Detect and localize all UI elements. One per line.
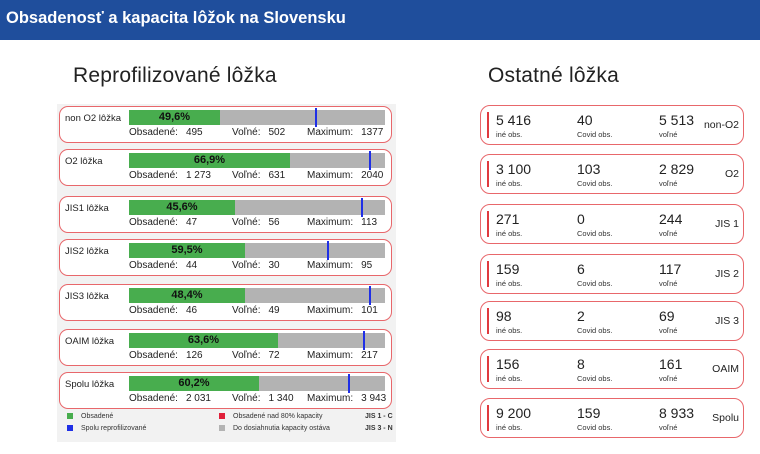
occupied-label: Obsadené: xyxy=(129,127,178,138)
reprofiled-row xyxy=(59,196,392,233)
reprofiled-row xyxy=(59,372,392,409)
row-label: Spolu lôžka xyxy=(65,379,115,390)
row-label: JIS2 lôžka xyxy=(65,246,109,257)
row-accent xyxy=(487,161,489,187)
other-occupied-value: 156 xyxy=(496,356,520,372)
capacity-marker xyxy=(363,331,365,350)
other-occupied-label: iné obs. xyxy=(496,279,523,288)
other-occupied-label: iné obs. xyxy=(496,229,523,238)
legend xyxy=(57,410,396,442)
free-value: 56 xyxy=(268,217,280,228)
reprofiled-row xyxy=(59,329,392,366)
legend-label-remaining: Do dosiahnutia kapacity ostáva xyxy=(233,425,330,432)
occupancy-percent: 49,6% xyxy=(158,111,191,123)
reprofiled-row xyxy=(59,239,392,276)
legend-item-remaining xyxy=(219,425,330,432)
page-title: Obsadenosť a kapacita lôžok na Slovensku xyxy=(6,9,346,27)
row-category: O2 xyxy=(724,168,739,180)
legend-swatch-over80 xyxy=(219,413,225,419)
occupancy-percent: 45,6% xyxy=(166,201,198,213)
row-accent xyxy=(487,112,489,138)
free-stat xyxy=(232,217,280,228)
reprofiled-beds-title: Reprofilizované lôžka xyxy=(73,64,277,87)
reprofiled-beds-panel xyxy=(57,104,396,442)
other-occupied-label: iné obs. xyxy=(496,326,523,335)
free-value: 244 xyxy=(659,211,683,227)
occupied-stat xyxy=(129,170,211,181)
free-value: 8 933 xyxy=(659,405,695,421)
free-value: 30 xyxy=(268,260,280,271)
row-accent xyxy=(487,261,489,287)
max-stat xyxy=(307,127,383,138)
other-beds-row xyxy=(480,301,744,341)
occupancy-percent: 63,6% xyxy=(187,334,220,346)
covid-occupied-label: Covid obs. xyxy=(577,229,613,238)
occupied-label: Obsadené: xyxy=(129,170,178,181)
occupied-value: 2 031 xyxy=(185,393,211,404)
free-label: Voľné: xyxy=(232,393,261,404)
legend-item-capacity xyxy=(67,425,146,432)
occupancy-percent: 60,2% xyxy=(178,377,210,389)
max-stat xyxy=(307,170,383,181)
capacity-marker xyxy=(327,241,329,260)
occupied-stat xyxy=(129,393,211,404)
occupied-stat xyxy=(129,217,197,228)
occupancy-bar xyxy=(129,200,385,215)
free-stat xyxy=(232,350,280,361)
row-category: JIS 2 xyxy=(715,268,739,280)
capacity-marker xyxy=(348,374,350,393)
occupied-stat xyxy=(129,260,197,271)
max-value: 1377 xyxy=(361,127,384,138)
max-value: 3 943 xyxy=(361,393,387,404)
occupied-value: 126 xyxy=(185,350,203,361)
free-label: Voľné: xyxy=(232,350,261,361)
covid-occupied-label: Covid obs. xyxy=(577,374,613,383)
occupied-value: 46 xyxy=(185,305,198,316)
other-beds-row xyxy=(480,349,744,389)
free-label: Voľné: xyxy=(232,170,261,181)
legend-swatch-occupied xyxy=(67,413,73,419)
free-stat xyxy=(232,170,285,181)
covid-occupied-value: 159 xyxy=(577,405,601,421)
other-occupied-value: 271 xyxy=(496,211,520,227)
occupied-label: Obsadené: xyxy=(129,217,178,228)
page-header xyxy=(0,0,760,40)
other-occupied-label: iné obs. xyxy=(496,423,523,432)
row-category: JIS 1 xyxy=(715,218,739,230)
other-beds-row xyxy=(480,398,744,438)
max-label: Maximum: xyxy=(307,260,354,271)
occupied-stat xyxy=(129,350,203,361)
legend-label-capacity: Spolu reprofilizované xyxy=(81,425,147,432)
occupied-value: 44 xyxy=(185,260,198,271)
covid-occupied-value: 8 xyxy=(577,356,585,372)
legend-item-over80 xyxy=(219,413,323,420)
other-occupied-value: 98 xyxy=(496,308,512,324)
free-value: 502 xyxy=(268,127,286,138)
other-occupied-value: 3 100 xyxy=(496,161,532,177)
capacity-marker xyxy=(369,286,371,305)
occupancy-bar xyxy=(129,376,385,391)
max-stat xyxy=(307,350,378,361)
free-label: voľné xyxy=(659,229,678,238)
max-label: Maximum: xyxy=(307,350,354,361)
max-label: Maximum: xyxy=(307,305,354,316)
legend-label-over80: Obsadené nad 80% kapacity xyxy=(233,413,323,420)
other-beds-row xyxy=(480,254,744,294)
occupied-label: Obsadené: xyxy=(129,350,178,361)
other-occupied-label: iné obs. xyxy=(496,179,523,188)
occupied-label: Obsadené: xyxy=(129,305,178,316)
occupancy-bar xyxy=(129,288,385,303)
covid-occupied-label: Covid obs. xyxy=(577,179,613,188)
free-value: 631 xyxy=(268,170,286,181)
occupancy-percent: 48,4% xyxy=(171,289,203,301)
free-label: voľné xyxy=(659,179,678,188)
free-stat xyxy=(232,305,280,316)
free-label: Voľné: xyxy=(232,305,261,316)
max-label: Maximum: xyxy=(307,217,354,228)
free-label: Voľné: xyxy=(232,260,261,271)
occupied-value: 495 xyxy=(185,127,203,138)
free-stat xyxy=(232,260,280,271)
covid-occupied-value: 6 xyxy=(577,261,585,277)
free-label: voľné xyxy=(659,279,678,288)
occupied-stat xyxy=(129,127,203,138)
occupied-value: 47 xyxy=(185,217,198,228)
covid-occupied-label: Covid obs. xyxy=(577,130,613,139)
legend-note-jis3: JIS 3 - N xyxy=(365,425,393,432)
row-category: OAIM xyxy=(712,363,739,375)
other-beds-row xyxy=(480,105,744,145)
max-stat xyxy=(307,305,378,316)
other-beds-title: Ostatné lôžka xyxy=(488,64,619,87)
other-occupied-label: iné obs. xyxy=(496,374,523,383)
row-label: non O2 lôžka xyxy=(65,113,121,124)
covid-occupied-label: Covid obs. xyxy=(577,279,613,288)
max-label: Maximum: xyxy=(307,170,354,181)
free-value: 161 xyxy=(659,356,683,372)
covid-occupied-value: 40 xyxy=(577,112,593,128)
free-label: Voľné: xyxy=(232,127,261,138)
capacity-marker xyxy=(361,198,363,217)
free-label: voľné xyxy=(659,130,678,139)
capacity-marker xyxy=(369,151,371,170)
max-value: 95 xyxy=(361,260,373,271)
row-accent xyxy=(487,405,489,431)
row-label: JIS1 lôžka xyxy=(65,203,109,214)
legend-label-occupied: Obsadené xyxy=(81,413,114,420)
occupancy-bar xyxy=(129,333,385,348)
row-accent xyxy=(487,211,489,237)
max-value: 113 xyxy=(361,217,378,228)
occupancy-bar xyxy=(129,153,385,168)
free-value: 2 829 xyxy=(659,161,695,177)
covid-occupied-label: Covid obs. xyxy=(577,423,613,432)
free-value: 69 xyxy=(659,308,675,324)
free-value: 49 xyxy=(268,305,280,316)
max-label: Maximum: xyxy=(307,393,354,404)
row-accent xyxy=(487,356,489,382)
row-category: Spolu xyxy=(712,412,739,424)
row-label: JIS3 lôžka xyxy=(65,291,109,302)
other-occupied-value: 159 xyxy=(496,261,520,277)
reprofiled-row xyxy=(59,149,392,186)
occupied-stat xyxy=(129,305,197,316)
capacity-marker xyxy=(315,108,317,127)
other-occupied-label: iné obs. xyxy=(496,130,523,139)
free-label: voľné xyxy=(659,374,678,383)
occupied-label: Obsadené: xyxy=(129,393,178,404)
covid-occupied-value: 0 xyxy=(577,211,585,227)
legend-item-occupied xyxy=(67,413,113,420)
free-label: Voľné: xyxy=(232,217,261,228)
other-occupied-value: 5 416 xyxy=(496,112,532,128)
occupied-label: Obsadené: xyxy=(129,260,178,271)
free-stat xyxy=(232,393,294,404)
row-label: O2 lôžka xyxy=(65,156,103,167)
reprofiled-row xyxy=(59,106,392,143)
row-category: non-O2 xyxy=(703,119,739,131)
covid-occupied-label: Covid obs. xyxy=(577,326,613,335)
max-value: 217 xyxy=(361,350,378,361)
other-occupied-value: 9 200 xyxy=(496,405,532,421)
row-accent xyxy=(487,308,489,334)
free-value: 5 513 xyxy=(659,112,695,128)
free-value: 1 340 xyxy=(268,393,294,404)
free-value: 117 xyxy=(659,261,682,277)
max-stat xyxy=(307,217,377,228)
reprofiled-row xyxy=(59,284,392,321)
max-stat xyxy=(307,260,372,271)
covid-occupied-value: 2 xyxy=(577,308,585,324)
max-value: 2040 xyxy=(361,170,384,181)
max-stat xyxy=(307,393,386,404)
occupancy-bar xyxy=(129,243,385,258)
occupancy-bar xyxy=(129,110,385,125)
legend-swatch-capacity xyxy=(67,425,73,431)
free-value: 72 xyxy=(268,350,280,361)
row-label: OAIM lôžka xyxy=(65,336,115,347)
occupied-value: 1 273 xyxy=(185,170,211,181)
row-category: JIS 3 xyxy=(715,315,739,327)
free-label: voľné xyxy=(659,326,678,335)
free-stat xyxy=(232,127,285,138)
max-value: 101 xyxy=(361,305,378,316)
free-label: voľné xyxy=(659,423,678,432)
max-label: Maximum: xyxy=(307,127,354,138)
legend-note-jis1: JIS 1 - C xyxy=(365,413,393,420)
other-beds-row xyxy=(480,154,744,194)
occupancy-percent: 66,9% xyxy=(193,154,226,166)
legend-swatch-remaining xyxy=(219,425,225,431)
covid-occupied-value: 103 xyxy=(577,161,601,177)
occupancy-percent: 59,5% xyxy=(171,244,203,256)
other-beds-row xyxy=(480,204,744,244)
